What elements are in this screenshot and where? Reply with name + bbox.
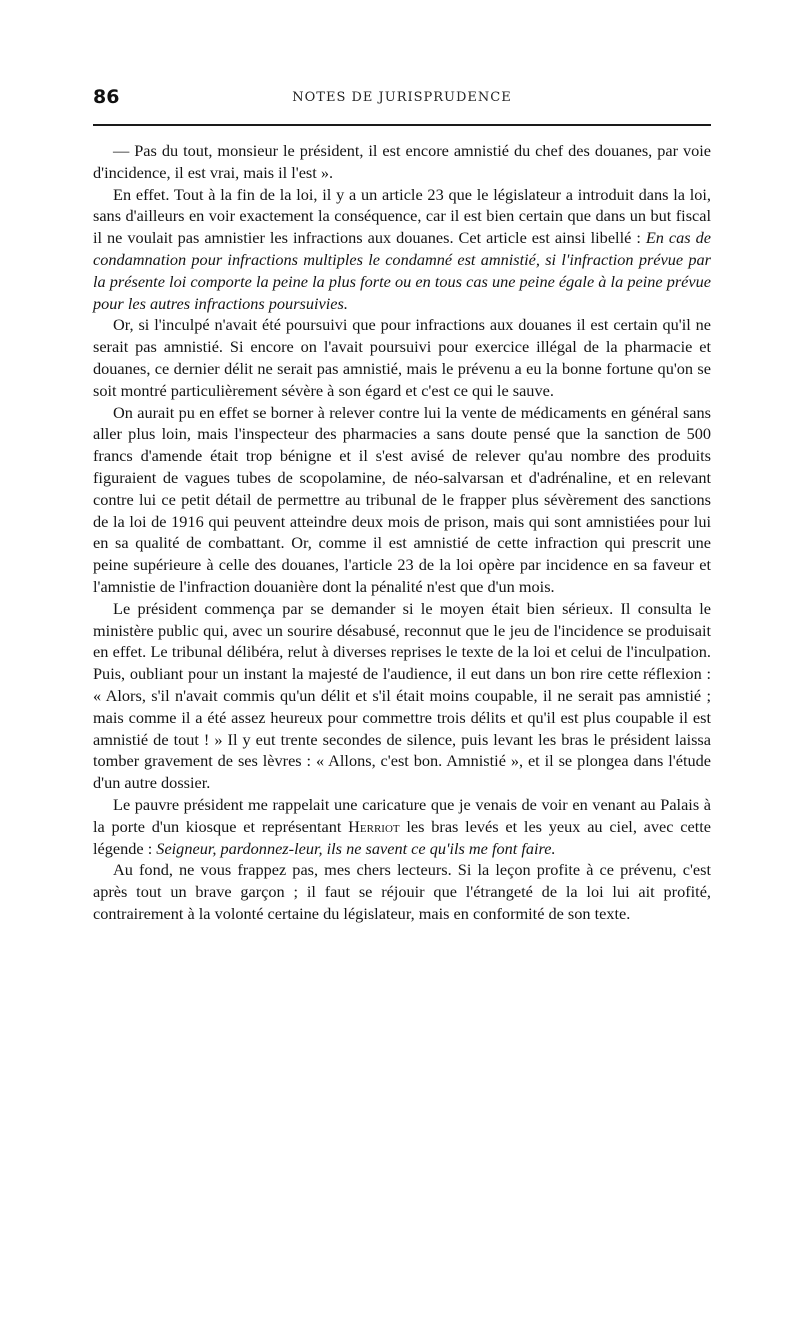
page-header [93,84,711,114]
paragraph [93,859,711,924]
running-title: NOTES DE JURISPRUDENCE [292,90,512,105]
paragraph-text: Au fond, ne vous frappez pas, mes chers lecteurs. Si la leçon profite à ce prévenu, c'est après tout un brave garçon ; il faut se réjouir que l'étrangeté de la loi lui ait profité, contrairement à la volonté certaine du législateur, mais en conformité de son texte. [93,860,711,923]
paragraph [93,314,711,401]
paragraph [93,184,711,315]
paragraph [93,794,711,859]
paragraph [93,598,711,794]
quoted-article-23: En cas de condamnation pour infractions multiples le condamné est amnistié, si l'infraction prévue par la présente loi comporte la peine la plus forte ou en tous cas une peine égale à la peine prévue pour les autres infractions poursuivies. [93,228,711,313]
page-number: 86 [93,86,120,108]
paragraph-text: Le président commença par se demander si le moyen était bien sérieux. Il consulta le ministère public qui, avec un sourire désabusé, reconnut que le jeu de l'incidence se produisait en effet. Le tribunal délibéra, relut à diverses reprises le texte de la loi et celui de l'inculpation. Puis, oubliant pour un instant la majesté de l'audience, il eut dans un bon rire cette réflexion : « Alors, s'il n'avait commis qu'un délit et s'il était moins coupable, il ne serait pas amnistié ; mais comme il a été assez heureux pour commettre trois délits et qu'il est plus coupable il est amnistié de tout ! » Il y eut trente secondes de silence, puis levant les bras le président laissa tomber gravement de ses lèvres : « Allons, c'est bon. Amnistié », et il se plongea dans l'étude d'un autre dossier. [93,598,711,793]
caricature-caption: Seigneur, pardonnez-leur, ils ne savent ce qu'ils me font faire. [156,838,556,858]
paragraph-text: Or, si l'inculpé n'avait été poursuivi que pour infractions aux douanes il est certain qu'il ne serait pas amnistié. Si encore on l'avait poursuivi pour exercice illégal de la pharmacie et douanes, ce dernier délit ne serait pas amnistié, mais le prévenu a eu la bonne fortune qu'on se soit montré particulièrement sévère à son égard et c'est ce qui le sauve. [93,315,711,400]
header-rule [93,124,711,126]
person-name: Herriot [348,816,400,836]
paragraph-text: — Pas du tout, monsieur le président, il est encore amnistié du chef des douanes, par voie d'incidence, il est vrai, mais il l'est ». [93,141,711,182]
paragraph-text: On aurait pu en effet se borner à relever contre lui la vente de médicaments en général sans aller plus loin, mais l'inspecteur des pharmacies a sans doute pensé que la sanction de 500 francs d'amende était trop bénigne et il s'est avisé de relever qu'au nombre des produits figuraient de vagues tubes de scopolamine, de néo-salvarsan et d'adrénaline, et en relevant contre lui ce petit détail de permettre au tribunal de le frapper plus sévèrement des sanctions de la loi de 1916 qui peuvent atteindre deux mois de prison, mais qui sont amnistiées pour lui en sa qualité de combattant. Or, comme il est amnistié de cette infraction qui prescrit une peine supérieure à celle des douanes, l'article 23 de la loi opère par incidence en sa faveur et l'amnistie de l'infraction douanière dont la pénalité n'est que d'un mois. [93,402,711,596]
paragraph-text: En effet. Tout à la fin de la loi, il y a un article 23 que le législateur a introduit dans la loi, sans d'ailleurs en voir exactement la conséquence, car il est bien certain que dans un but fiscal il ne voulait pas amnistier les infractions aux douanes. Cet article est ainsi libellé : [93,184,711,248]
paragraph [93,140,711,184]
paragraph-text: les bras levés et les yeux au ciel, avec cette légende : [93,816,711,858]
body-text [93,140,711,925]
paragraph [93,402,711,598]
paragraph-text: Le pauvre président me rappelait une caricature que je venais de voir en venant au Palais à la porte d'un kiosque et représentant [93,794,711,836]
